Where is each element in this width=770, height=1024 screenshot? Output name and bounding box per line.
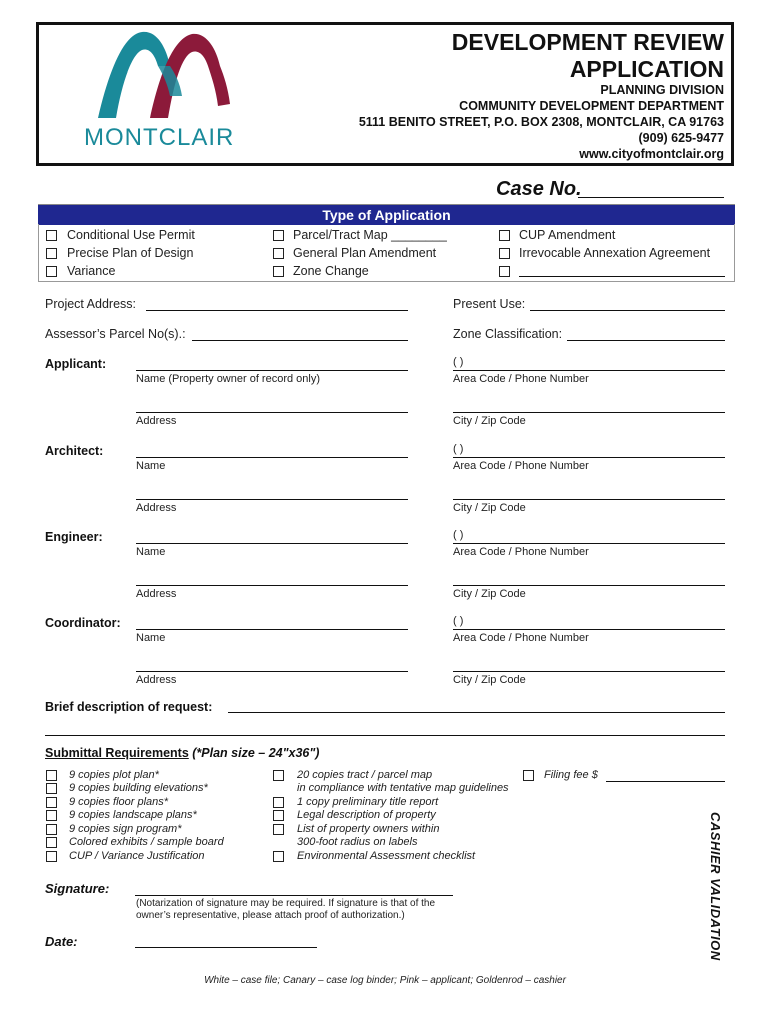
- req-item-continued: in compliance with tentative map guidelines: [297, 782, 509, 794]
- submittal-heading: Submittal Requirements: [45, 746, 189, 760]
- cashier-validation-label: CASHIER VALIDATION: [708, 812, 723, 961]
- signature-field[interactable]: [135, 895, 453, 896]
- option-label: Parcel/Tract Map ________: [293, 228, 447, 242]
- req-item: 9 copies building elevations*: [69, 782, 208, 794]
- signature-label: Signature:: [45, 881, 110, 896]
- checkbox-building-elevations[interactable]: [46, 783, 57, 794]
- architect-area-code: ( ): [453, 443, 464, 455]
- req-item: Colored exhibits / sample board: [69, 836, 224, 848]
- option-label: General Plan Amendment: [293, 246, 437, 260]
- division-name: PLANNING DIVISION: [600, 83, 724, 97]
- checkbox-cup-amendment[interactable]: [499, 230, 510, 241]
- case-no-field[interactable]: [578, 197, 724, 198]
- architect-label: Architect:: [45, 444, 104, 458]
- option-label: Irrevocable Annexation Agreement: [519, 246, 711, 260]
- checkbox-parcel-tract-map[interactable]: [273, 230, 284, 241]
- brief-description-label: Brief description of request:: [45, 700, 213, 714]
- brief-description-field-1[interactable]: [228, 712, 725, 713]
- applicant-phone-field[interactable]: [453, 370, 725, 371]
- engineer-city-field[interactable]: [453, 585, 725, 586]
- date-field[interactable]: [135, 947, 317, 948]
- coordinator-address-field[interactable]: [136, 671, 408, 672]
- checkbox-property-owners-list[interactable]: [273, 824, 284, 835]
- coordinator-name-sublabel: Name: [136, 632, 166, 644]
- department-name: COMMUNITY DEVELOPMENT DEPARTMENT: [459, 99, 724, 113]
- req-item: Legal description of property: [297, 809, 436, 821]
- engineer-phone-sublabel: Area Code / Phone Number: [453, 546, 589, 558]
- checkbox-filing-fee[interactable]: [523, 770, 534, 781]
- coordinator-area-code: ( ): [453, 615, 464, 627]
- engineer-address-field[interactable]: [136, 585, 408, 586]
- applicant-city-sublabel: City / Zip Code: [453, 415, 526, 427]
- req-item: 9 copies sign program*: [69, 823, 182, 835]
- option-label: CUP Amendment: [519, 228, 616, 242]
- checkbox-precise-plan[interactable]: [46, 248, 57, 259]
- applicant-city-field[interactable]: [453, 412, 725, 413]
- department-address: 5111 BENITO STREET, P.O. BOX 2308, MONTCLAIR, CA 91763: [358, 115, 724, 129]
- checkbox-irrevocable-annexation[interactable]: [499, 248, 510, 259]
- engineer-name-sublabel: Name: [136, 546, 166, 558]
- submittal-heading-row: [45, 746, 319, 760]
- architect-city-field[interactable]: [453, 499, 725, 500]
- checkbox-cup-variance-justification[interactable]: [46, 851, 57, 862]
- applicant-name-sublabel: Name (Property owner of record only): [136, 373, 321, 385]
- checkbox-variance[interactable]: [46, 266, 57, 277]
- notarization-note-line1: (Notarization of signature may be required. If signature is that of the: [136, 898, 436, 909]
- applicant-phone-sublabel: Area Code / Phone Number: [453, 373, 589, 385]
- req-item: List of property owners within: [297, 823, 440, 835]
- engineer-label: Engineer:: [45, 530, 103, 544]
- architect-address-sublabel: Address: [136, 502, 177, 514]
- option-label: Zone Change: [293, 264, 369, 278]
- form-title-line2: APPLICATION: [569, 56, 724, 82]
- applicant-area-code: ( ): [453, 356, 464, 368]
- option-label: Conditional Use Permit: [67, 228, 195, 242]
- type-of-application-header: Type of Application: [38, 204, 735, 225]
- project-address-field[interactable]: [146, 310, 408, 311]
- checkbox-colored-exhibits[interactable]: [46, 837, 57, 848]
- req-item: Environmental Assessment checklist: [297, 850, 476, 862]
- filing-fee-field[interactable]: [606, 781, 725, 782]
- filing-fee-label: Filing fee $: [544, 769, 598, 781]
- checkbox-general-plan-amendment[interactable]: [273, 248, 284, 259]
- checkbox-title-report[interactable]: [273, 797, 284, 808]
- notarization-note-line2: owner’s representative, please attach proof of authorization.): [136, 910, 405, 921]
- present-use-label: Present Use:: [453, 297, 526, 311]
- engineer-area-code: ( ): [453, 529, 464, 541]
- req-item: 9 copies floor plans*: [69, 796, 169, 808]
- department-website: www.cityofmontclair.org: [579, 147, 724, 161]
- req-item: 9 copies landscape plans*: [69, 809, 197, 821]
- checkbox-zone-change[interactable]: [273, 266, 284, 277]
- architect-phone-sublabel: Area Code / Phone Number: [453, 460, 589, 472]
- checkbox-sign-program[interactable]: [46, 824, 57, 835]
- coordinator-phone-field[interactable]: [453, 629, 725, 630]
- applicant-address-sublabel: Address: [136, 415, 177, 427]
- logo-text: MONTCLAIR: [84, 124, 235, 151]
- coordinator-city-field[interactable]: [453, 671, 725, 672]
- project-address-label: Project Address:: [45, 297, 137, 311]
- zone-classification-field[interactable]: [567, 340, 725, 341]
- brief-description-field-2[interactable]: [45, 735, 725, 736]
- case-no-label: Case No.: [496, 178, 582, 200]
- copy-distribution-footer: White – case file; Canary – case log binder; Pink – applicant; Goldenrod – cashier: [204, 975, 566, 986]
- zone-classification-label: Zone Classification:: [453, 327, 563, 341]
- engineer-phone-field[interactable]: [453, 543, 725, 544]
- architect-city-sublabel: City / Zip Code: [453, 502, 526, 514]
- form-title-line1: DEVELOPMENT REVIEW: [451, 29, 724, 55]
- checkbox-tract-parcel-map[interactable]: [273, 770, 284, 781]
- req-item: 20 copies tract / parcel map: [297, 769, 433, 781]
- architect-name-field[interactable]: [136, 457, 408, 458]
- engineer-address-sublabel: Address: [136, 588, 177, 600]
- option-label: Variance: [67, 264, 116, 278]
- checkbox-plot-plan[interactable]: [46, 770, 57, 781]
- department-phone: (909) 625-9477: [638, 131, 724, 145]
- other-type-field[interactable]: [519, 276, 725, 277]
- coordinator-city-sublabel: City / Zip Code: [453, 674, 526, 686]
- date-label: Date:: [45, 934, 78, 949]
- architect-phone-field[interactable]: [453, 457, 725, 458]
- option-label: Precise Plan of Design: [67, 246, 194, 260]
- applicant-name-field[interactable]: [136, 370, 408, 371]
- req-item-continued: 300-foot radius on labels: [297, 836, 418, 848]
- coordinator-phone-sublabel: Area Code / Phone Number: [453, 632, 589, 644]
- req-item: CUP / Variance Justification: [69, 850, 205, 862]
- assessor-parcel-label: Assessor’s Parcel No(s).:: [45, 327, 186, 341]
- plan-size-note: (*Plan size – 24"x36"): [192, 746, 320, 760]
- checkbox-legal-description[interactable]: [273, 810, 284, 821]
- coordinator-name-field[interactable]: [136, 629, 408, 630]
- coordinator-address-sublabel: Address: [136, 674, 177, 686]
- architect-name-sublabel: Name: [136, 460, 166, 472]
- engineer-city-sublabel: City / Zip Code: [453, 588, 526, 600]
- checkbox-floor-plans[interactable]: [46, 797, 57, 808]
- checkbox-landscape-plans[interactable]: [46, 810, 57, 821]
- engineer-name-field[interactable]: [136, 543, 408, 544]
- coordinator-label: Coordinator:: [45, 616, 121, 630]
- checkbox-environmental-assessment[interactable]: [273, 851, 284, 862]
- applicant-label: Applicant:: [45, 357, 107, 371]
- checkbox-conditional-use-permit[interactable]: [46, 230, 57, 241]
- applicant-address-field[interactable]: [136, 412, 408, 413]
- checkbox-other[interactable]: [499, 266, 510, 277]
- assessor-parcel-field[interactable]: [192, 340, 408, 341]
- present-use-field[interactable]: [530, 310, 725, 311]
- req-item: 9 copies plot plan*: [69, 769, 159, 781]
- req-item: 1 copy preliminary title report: [297, 796, 439, 808]
- architect-address-field[interactable]: [136, 499, 408, 500]
